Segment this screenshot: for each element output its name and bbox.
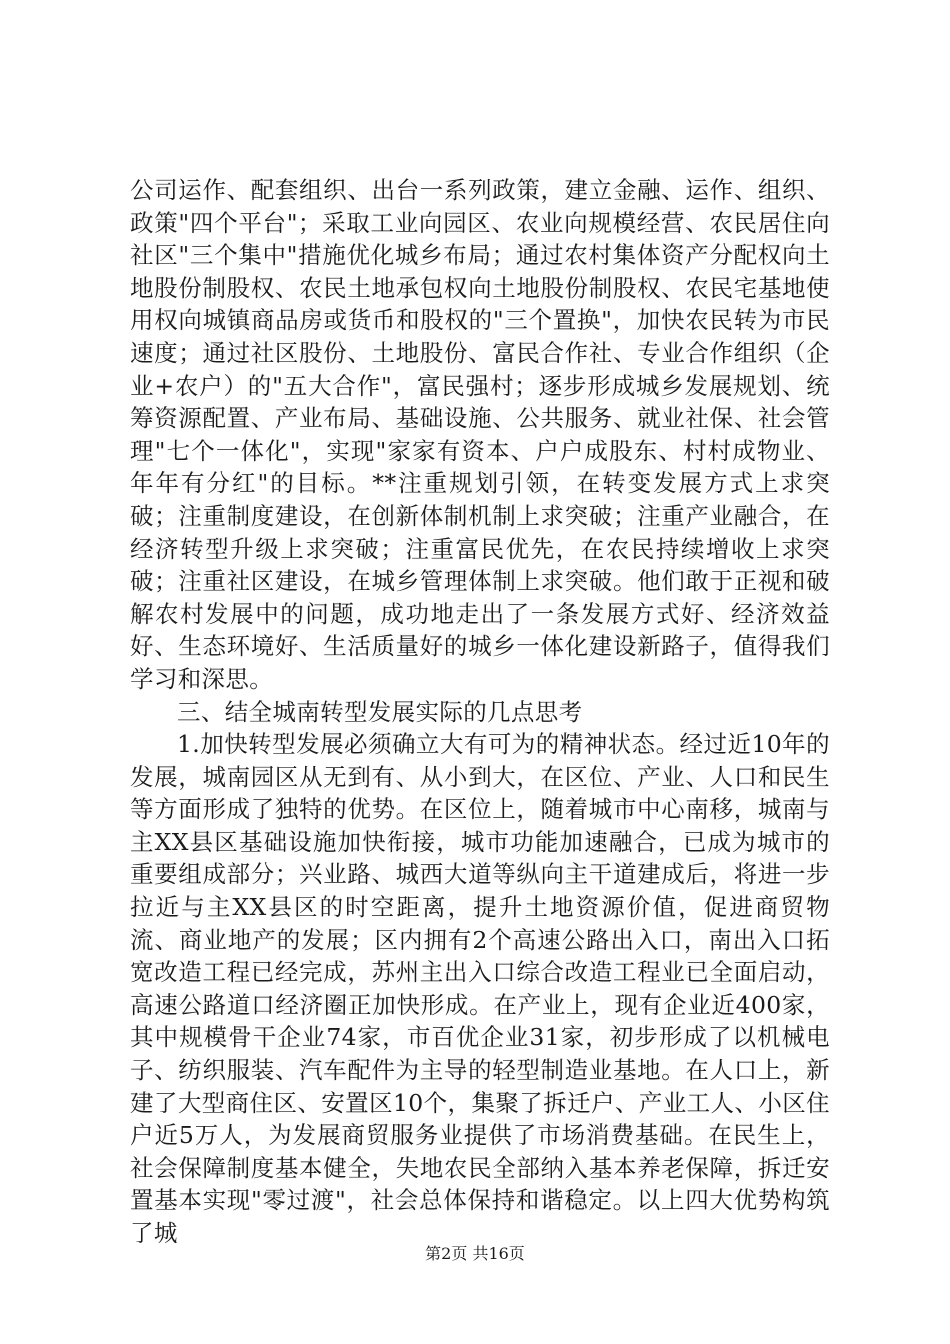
page-number-footer: 第2页 共16页: [425, 1244, 525, 1263]
body-paragraph: 1.加快转型发展必须确立大有可为的精神状态。经过近10年的发展，城南园区从无到有、从小到大，在区位、产业、人口和民生等方面形成了独特的优势。在区位上，随着城市中心南移，城南与主XX县区基础设施加快衔接，城市功能加速融合，已成为城市的重要组成部分；兴业路、城西大道等纵向主干道建成后，将进一步拉近与主XX县区的时空距离，提升土地资源价值，促进商贸物流、商业地产的发展；区内拥有2个高速公路出入口，南出入口拓宽改造工程已经完成，苏州主出入口综合改造工程业已全面启动，高速公路道口经济圈正加快形成。在产业上，现有企业近400家，其中规模骨干企业74家，市百优企业31家，初步形成了以机械电子、纺织服装、汽车配件为主导的轻型制造业基地。在人口上，新建了大型商住区、安置区10个，集聚了拆迁户、产业工人、小区住户近5万人，为发展商贸服务业提供了市场消费基础。在民生上，社会保障制度基本健全，失地农民全部纳入基本养老保障，拆迁安置基本实现"零过渡"，社会总体保持和谐稳定。以上四大优势构筑了城: [130, 730, 830, 1247]
document-body: [130, 174, 830, 1250]
body-paragraph: 公司运作、配套组织、出台一系列政策，建立金融、运作、组织、政策"四个平台"；采取工业向园区、农业向规模经营、农民居住向社区"三个集中"措施优化城乡布局；通过农村集体资产分配权向土地股份制股权、农民土地承包权向土地股份制股权、农民宅基地使用权向城镇商品房或货币和股权的"三个置换"，加快农民转为市民速度；通过社区股份、土地股份、富民合作社、专业合作组织（企业+农户）的"五大合作"，富民强村；逐步形成城乡发展规划、统筹资源配置、产业布局、基础设施、公共服务、就业社保、社会管理"七个一体化"，实现"家家有资本、户户成股东、村村成物业、年年有分红"的目标。**注重规划引领，在转变发展方式上求突破；注重制度建设，在创新体制机制上求突破；注重产业融合，在经济转型升级上求突破；注重富民优先，在农民持续增收上求突破；注重社区建设，在城乡管理体制上求突破。他们敢于正视和破解农村发展中的问题，成功地走出了一条发展方式好、经济效益好、生态环境好、生活质量好的城乡一体化建设新路子，值得我们学习和深思。: [130, 176, 830, 693]
section-heading: 三、结全城南转型发展实际的几点思考: [177, 697, 583, 726]
